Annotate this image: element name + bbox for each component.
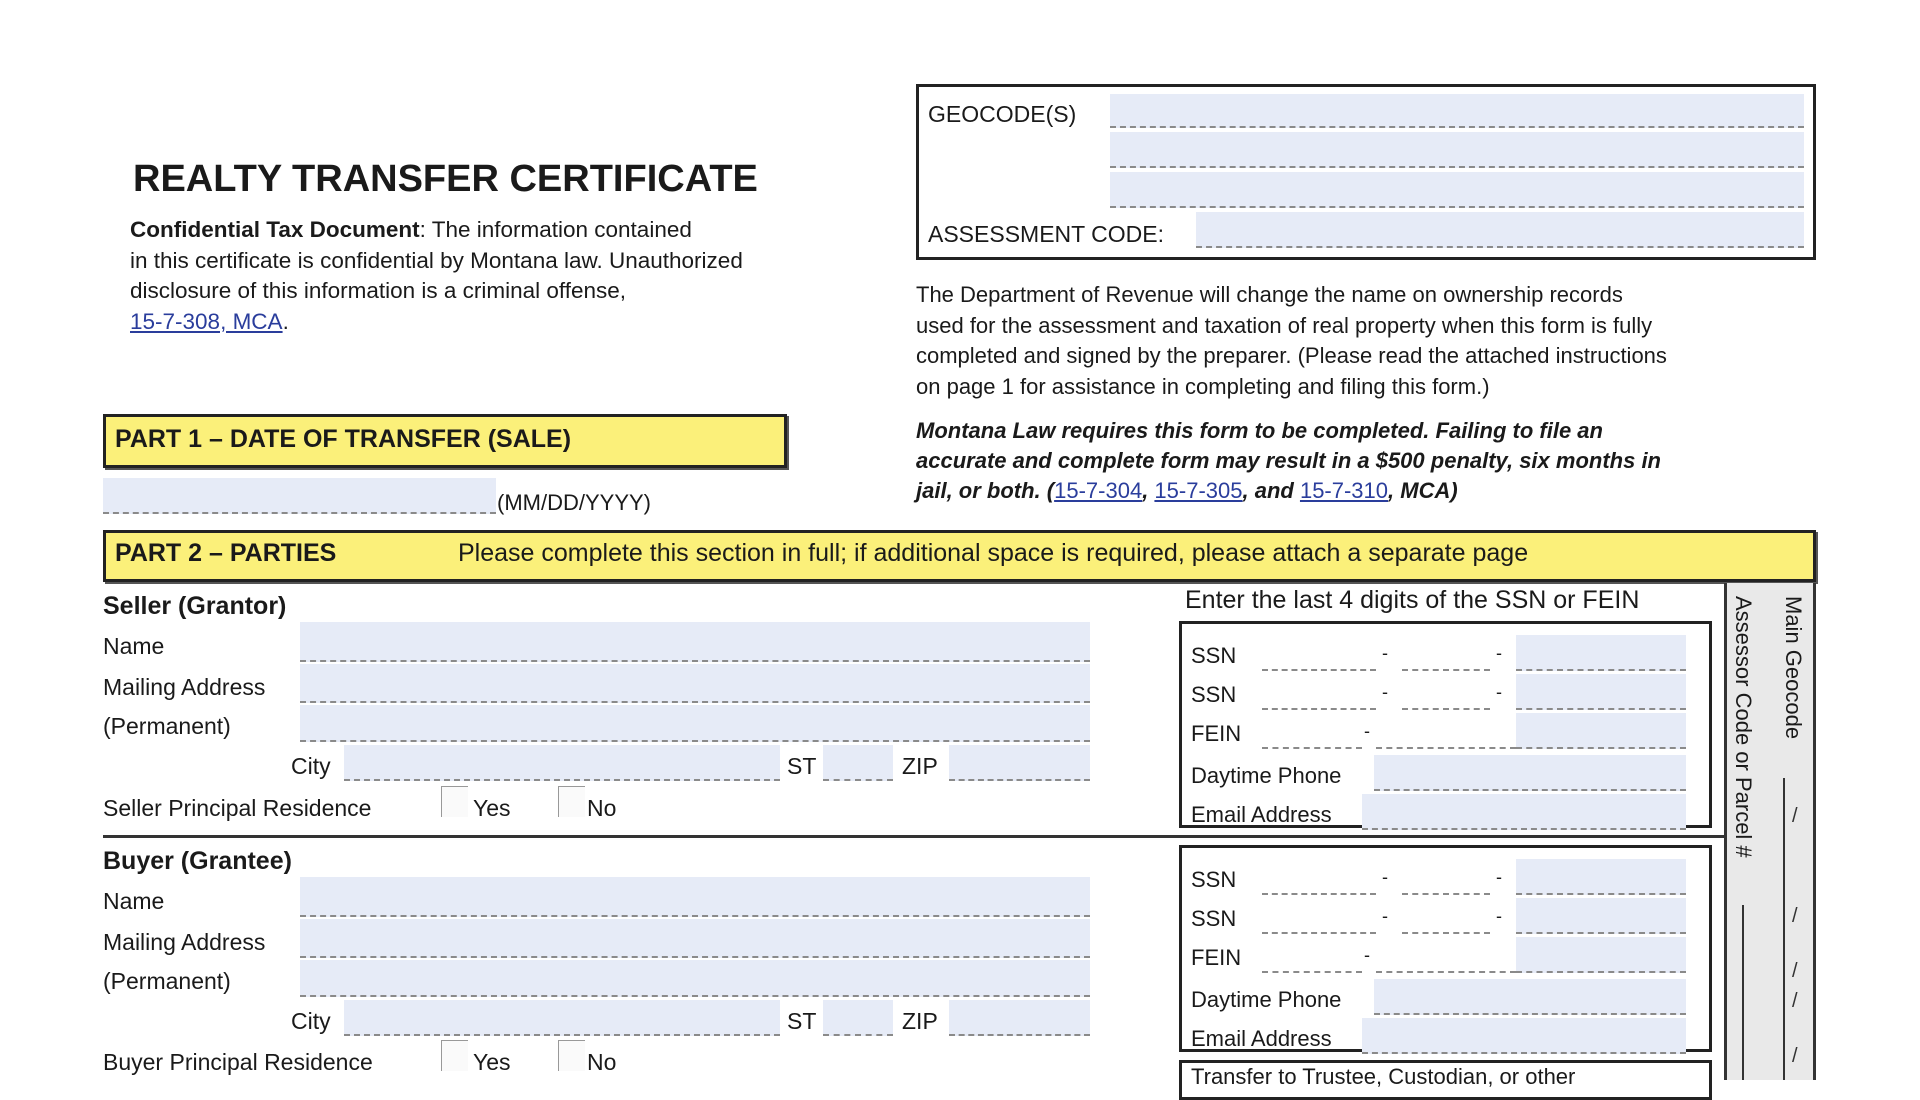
buyer-ssn1-part2[interactable] <box>1402 867 1490 895</box>
buyer-fein-label: FEIN <box>1191 945 1242 970</box>
text: , and <box>1242 478 1300 503</box>
seller-ssn1-part1[interactable] <box>1262 643 1376 671</box>
seller-yes-label: Yes <box>473 795 511 821</box>
slash: / <box>1792 990 1798 1012</box>
seller-email-label: Email Address <box>1191 802 1332 827</box>
buyer-zip-label: ZIP <box>902 1008 938 1034</box>
seller-address-field-1[interactable] <box>300 664 1090 703</box>
assessment-code-label: ASSESSMENT CODE: <box>928 221 1165 247</box>
text: : The information contained <box>419 217 692 242</box>
text: used for the assessment and taxation of real property when this form is fully <box>916 312 1653 338</box>
dash: - <box>1496 867 1502 887</box>
buyer-mailing-label: Mailing Address <box>103 929 266 955</box>
main-geocode-label: Main Geocode <box>1781 596 1806 740</box>
date-format-label: (MM/DD/YYYY) <box>497 490 651 515</box>
seller-name-label: Name <box>103 633 165 659</box>
buyer-no-label: No <box>587 1049 617 1075</box>
seller-fein-part1[interactable] <box>1262 721 1362 749</box>
buyer-ssn2-part2[interactable] <box>1402 906 1490 934</box>
text: , <box>1142 478 1155 503</box>
buyer-zip-field[interactable] <box>949 1000 1090 1036</box>
buyer-ssn1-part1[interactable] <box>1262 867 1376 895</box>
divider <box>103 835 1724 838</box>
dash: - <box>1496 906 1502 926</box>
seller-ssn-label: SSN <box>1191 643 1237 668</box>
dash: - <box>1364 945 1370 965</box>
buyer-residence-label: Buyer Principal Residence <box>103 1049 373 1075</box>
part1-title: PART 1 – DATE OF TRANSFER (SALE) <box>115 425 572 453</box>
buyer-name-label: Name <box>103 888 165 914</box>
text: The Department of Revenue will change the name on ownership records <box>916 282 1623 307</box>
seller-st-field[interactable] <box>823 745 893 781</box>
seller-ssn2-part1[interactable] <box>1262 682 1376 710</box>
law-notice <box>916 416 1661 506</box>
seller-fein-label: FEIN <box>1191 721 1242 746</box>
part2-title: PART 2 – PARTIES <box>115 539 337 567</box>
assessor-code-label: Assessor Code or Parcel # <box>1731 596 1756 858</box>
assessment-code-field[interactable] <box>1196 212 1804 248</box>
buyer-fein-part1[interactable] <box>1262 945 1362 973</box>
geocode-field-2[interactable] <box>1110 132 1804 168</box>
confidential-bold: Confidential Tax Document <box>130 217 420 242</box>
seller-ssn1-last4[interactable] <box>1516 635 1686 671</box>
buyer-st-label: ST <box>787 1008 817 1034</box>
seller-phone-field[interactable] <box>1374 755 1686 791</box>
seller-phone-label: Daytime Phone <box>1191 763 1342 788</box>
dash: - <box>1496 643 1502 663</box>
mca-link[interactable]: 15-7-308, MCA <box>130 308 283 334</box>
geocode-line <box>1783 778 1785 1080</box>
buyer-st-field[interactable] <box>823 1000 893 1036</box>
transfer-trustee-label: Transfer to Trustee, Custodian, or other <box>1191 1064 1576 1089</box>
page-title: REALTY TRANSFER CERTIFICATE <box>133 158 758 200</box>
slash: / <box>1792 1045 1798 1067</box>
geocode-field-3[interactable] <box>1110 172 1804 208</box>
seller-heading: Seller (Grantor) <box>103 592 287 620</box>
transfer-date-field[interactable] <box>103 478 496 514</box>
text: Montana Law requires this form to be completed. Failing to file an <box>916 418 1603 443</box>
department-notice <box>916 280 1667 402</box>
seller-permanent-label: (Permanent) <box>103 713 231 739</box>
dash: - <box>1382 682 1388 702</box>
text: in this certificate is confidential by Montana law. Unauthorized <box>130 247 743 273</box>
buyer-name-field[interactable] <box>300 877 1090 917</box>
seller-zip-field[interactable] <box>949 745 1090 781</box>
seller-residence-label: Seller Principal Residence <box>103 795 372 821</box>
seller-ssn2-last4[interactable] <box>1516 674 1686 710</box>
buyer-email-label: Email Address <box>1191 1026 1332 1051</box>
seller-zip-label: ZIP <box>902 753 938 779</box>
seller-ssn1-part2[interactable] <box>1402 643 1490 671</box>
seller-no-label: No <box>587 795 617 821</box>
buyer-ssn1-last4[interactable] <box>1516 859 1686 895</box>
id-section-header: Enter the last 4 digits of the SSN or FEIN <box>1185 586 1640 614</box>
buyer-phone-field[interactable] <box>1374 979 1686 1015</box>
dash: - <box>1496 682 1502 702</box>
slash: / <box>1792 960 1798 982</box>
seller-residence-no-checkbox[interactable] <box>558 786 585 817</box>
confidential-notice <box>130 215 743 337</box>
law-link-305[interactable]: 15-7-305 <box>1154 478 1243 503</box>
buyer-address-field-1[interactable] <box>300 919 1090 958</box>
text: on page 1 for assistance in completing and filing this form.) <box>916 373 1490 399</box>
seller-fein-part2[interactable] <box>1376 721 1516 749</box>
seller-ssn-label: SSN <box>1191 682 1237 707</box>
text: , MCA) <box>1388 478 1458 503</box>
buyer-fein-last4[interactable] <box>1516 937 1686 973</box>
buyer-city-field[interactable] <box>344 1000 780 1036</box>
assessor-line <box>1742 905 1744 1080</box>
buyer-ssn2-last4[interactable] <box>1516 898 1686 934</box>
seller-st-label: ST <box>787 753 817 779</box>
buyer-address-field-2[interactable] <box>300 960 1090 997</box>
geocode-field-1[interactable] <box>1110 94 1804 128</box>
seller-ssn2-part2[interactable] <box>1402 682 1490 710</box>
law-link-304[interactable]: 15-7-304 <box>1054 478 1143 503</box>
buyer-ssn-label: SSN <box>1191 867 1237 892</box>
seller-fein-last4[interactable] <box>1516 713 1686 749</box>
slash: / <box>1792 805 1798 827</box>
part2-note: Please complete this section in full; if additional space is required, please attach a separate page <box>458 539 1529 567</box>
dash: - <box>1364 721 1370 741</box>
buyer-city-label: City <box>291 1008 331 1034</box>
buyer-residence-no-checkbox[interactable] <box>558 1040 585 1071</box>
buyer-heading: Buyer (Grantee) <box>103 847 292 875</box>
seller-address-field-2[interactable] <box>300 705 1090 742</box>
text: accurate and complete form may result in a $500 penalty, six months in <box>916 448 1661 473</box>
geocode-label: GEOCODE(S) <box>928 101 1077 127</box>
slash: / <box>1792 905 1798 927</box>
text: . <box>282 308 289 334</box>
seller-mailing-label: Mailing Address <box>103 674 266 700</box>
dash: - <box>1382 906 1388 926</box>
buyer-ssn-label: SSN <box>1191 906 1237 931</box>
seller-residence-yes-checkbox[interactable] <box>441 786 468 817</box>
law-link-310[interactable]: 15-7-310 <box>1299 478 1389 503</box>
dash: - <box>1382 867 1388 887</box>
text: completed and signed by the preparer. (Please read the attached instructions <box>916 343 1667 368</box>
dash: - <box>1382 643 1388 663</box>
text: jail, or both. ( <box>916 478 1055 503</box>
seller-name-field[interactable] <box>300 622 1090 662</box>
seller-city-label: City <box>291 753 331 779</box>
seller-email-field[interactable] <box>1362 794 1686 830</box>
text: disclosure of this information is a criminal offense, <box>130 278 627 303</box>
buyer-email-field[interactable] <box>1362 1018 1686 1054</box>
buyer-ssn2-part1[interactable] <box>1262 906 1376 934</box>
seller-city-field[interactable] <box>344 745 780 781</box>
buyer-permanent-label: (Permanent) <box>103 968 231 994</box>
buyer-yes-label: Yes <box>473 1049 511 1075</box>
buyer-fein-part2[interactable] <box>1376 945 1516 973</box>
buyer-phone-label: Daytime Phone <box>1191 987 1342 1012</box>
buyer-residence-yes-checkbox[interactable] <box>441 1040 468 1071</box>
